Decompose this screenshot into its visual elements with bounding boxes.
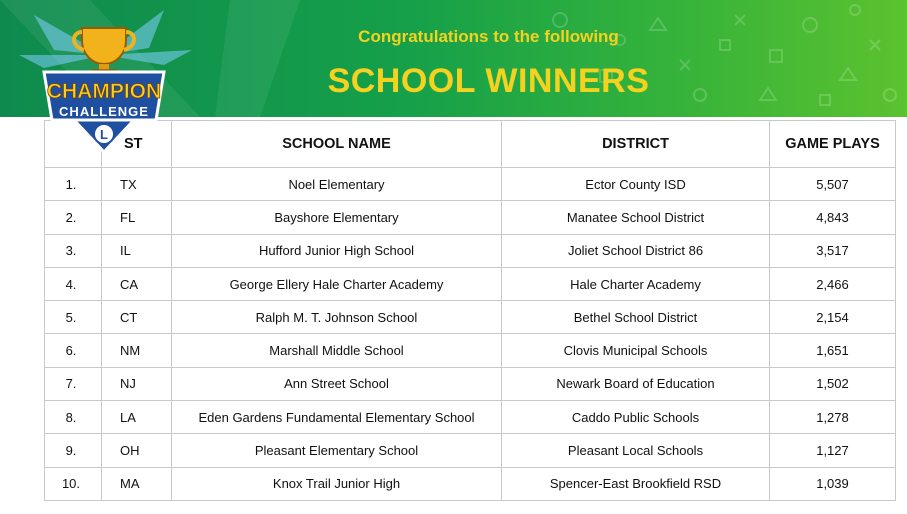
district-cell: Bethel School District: [502, 301, 770, 334]
header-school-name: SCHOOL NAME: [172, 121, 502, 168]
plays-cell: 5,507: [770, 168, 896, 201]
plays-cell: 2,154: [770, 301, 896, 334]
school-cell: Knox Trail Junior High: [172, 467, 502, 500]
table-row: [45, 267, 896, 300]
school-cell: Eden Gardens Fundamental Elementary School: [172, 401, 502, 434]
state-cell: NJ: [102, 367, 172, 400]
rank-cell: 10.: [45, 467, 102, 500]
school-cell: Hufford Junior High School: [172, 234, 502, 267]
rank-cell: 6.: [45, 334, 102, 367]
state-cell: FL: [102, 201, 172, 234]
header-game-plays: GAME PLAYS: [770, 121, 896, 168]
rank-cell: 9.: [45, 434, 102, 467]
header-district: DISTRICT: [502, 121, 770, 168]
plays-cell: 3,517: [770, 234, 896, 267]
state-cell: CA: [102, 267, 172, 300]
table-row: [45, 234, 896, 267]
plays-cell: 1,502: [770, 367, 896, 400]
rank-cell: 2.: [45, 201, 102, 234]
district-cell: Manatee School District: [502, 201, 770, 234]
district-cell: Ector County ISD: [502, 168, 770, 201]
rank-cell: 5.: [45, 301, 102, 334]
school-cell: Ann Street School: [172, 367, 502, 400]
rank-cell: 1.: [45, 168, 102, 201]
table-row: [45, 367, 896, 400]
state-cell: IL: [102, 234, 172, 267]
logo-line-2: CHALLENGE: [59, 104, 149, 119]
district-cell: Clovis Municipal Schools: [502, 334, 770, 367]
district-cell: Hale Charter Academy: [502, 267, 770, 300]
table-row: [45, 201, 896, 234]
plays-cell: 4,843: [770, 201, 896, 234]
table-row: [45, 334, 896, 367]
school-cell: Ralph M. T. Johnson School: [172, 301, 502, 334]
school-cell: Bayshore Elementary: [172, 201, 502, 234]
district-cell: Spencer-East Brookfield RSD: [502, 467, 770, 500]
banner-subtitle: Congratulations to the following: [358, 27, 619, 46]
logo-mark: L: [100, 127, 108, 142]
plays-cell: 1,278: [770, 401, 896, 434]
logo-line-1: CHAMPION: [46, 80, 162, 103]
plays-cell: 1,651: [770, 334, 896, 367]
winners-table: [44, 120, 896, 501]
header-st: ST: [102, 121, 172, 168]
rank-cell: 3.: [45, 234, 102, 267]
rank-cell: 8.: [45, 401, 102, 434]
rank-cell: 7.: [45, 367, 102, 400]
school-cell: George Ellery Hale Charter Academy: [172, 267, 502, 300]
district-cell: Caddo Public Schools: [502, 401, 770, 434]
champion-challenge-logo: [14, 10, 194, 155]
table-row: [45, 467, 896, 500]
table-row: [45, 168, 896, 201]
banner-title: SCHOOL WINNERS: [327, 62, 650, 100]
school-cell: Pleasant Elementary School: [172, 434, 502, 467]
state-cell: LA: [102, 401, 172, 434]
table-row: [45, 434, 896, 467]
table-row: [45, 401, 896, 434]
table-row: [45, 301, 896, 334]
plays-cell: 1,127: [770, 434, 896, 467]
state-cell: CT: [102, 301, 172, 334]
district-cell: Newark Board of Education: [502, 367, 770, 400]
rank-cell: 4.: [45, 267, 102, 300]
school-cell: Marshall Middle School: [172, 334, 502, 367]
district-cell: Pleasant Local Schools: [502, 434, 770, 467]
school-cell: Noel Elementary: [172, 168, 502, 201]
plays-cell: 1,039: [770, 467, 896, 500]
state-cell: NM: [102, 334, 172, 367]
state-cell: MA: [102, 467, 172, 500]
state-cell: OH: [102, 434, 172, 467]
state-cell: TX: [102, 168, 172, 201]
district-cell: Joliet School District 86: [502, 234, 770, 267]
plays-cell: 2,466: [770, 267, 896, 300]
